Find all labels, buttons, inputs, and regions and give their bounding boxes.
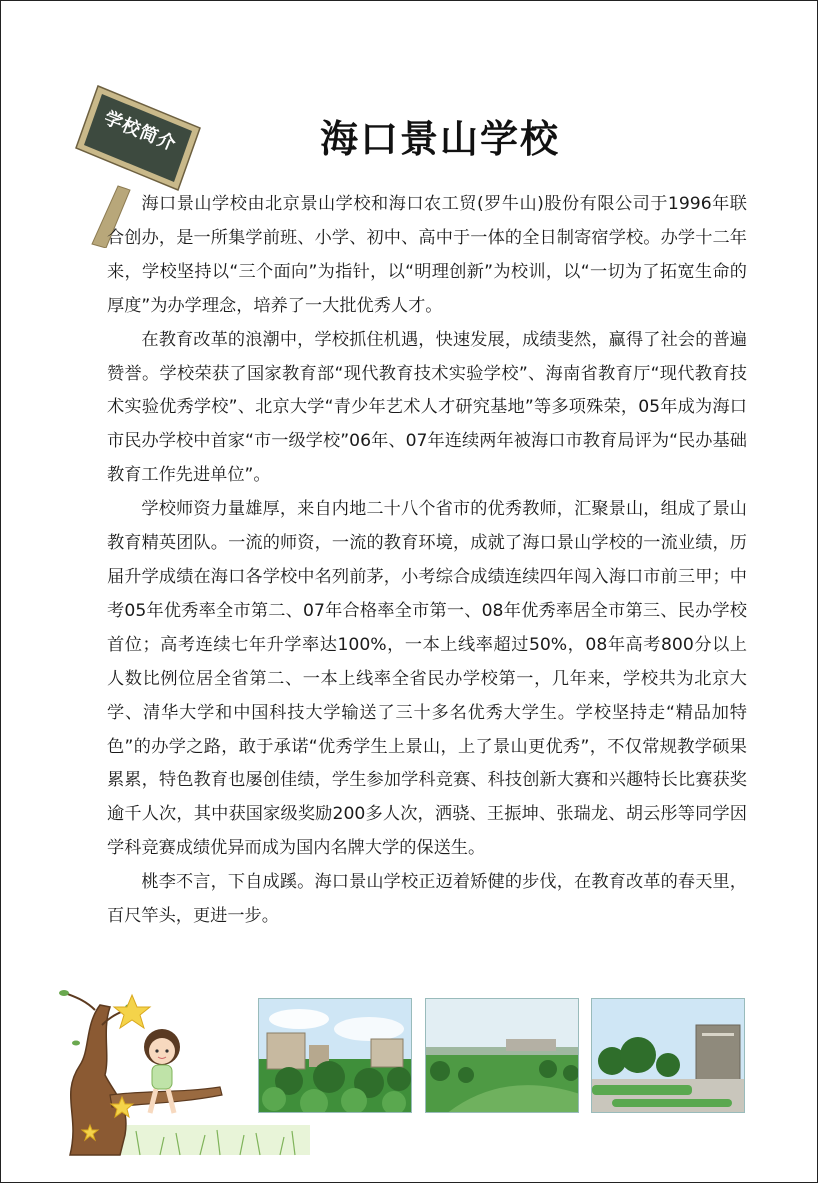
paragraph-1: 海口景山学校由北京景山学校和海口农工贸(罗牛山)股份有限公司于1996年联合创办，是一所集学前班、小学、初中、高中于一体的全日制寄宿学校。办学十二年来，学校坚持以“三个面向”为指针，以“明理创新”为校训，以“一切为了拓宽生命的厚度”为办学理念，培养了一大批优秀人才。 <box>107 194 747 316</box>
paragraph-3: 学校师资力量雄厚，来自内地二十八个省市的优秀教师，汇聚景山，组成了景山教育精英团队。一流的师资，一流的教育环境，成就了海口景山学校的一流业绩，历届升学成绩在海口各学校中名列前茅，小考综合成绩连续四年闯入海口市前三甲；中考05年优秀率全市第二、07年合格率全市第一、08年优秀率居全市第三、民办学校首位；高考连续七年升学率达100%，一本上线率超过50%，08年高考800分以上人数比例位居全省第二、一本上线率全省民办学校第一，几年来，学校共为北京大学、清华大学和中国科技大学输送了三十多名优秀大学生。学校坚持走“精品加特色”的办学之路，敢于承诺“优秀学生上景山，上了景山更优秀”，不仅常规教学硕果累累，特色教育也屡创佳绩，学生参加学科竞赛、科技创新大赛和兴趣特长比赛获奖逾千人次，其中获国家级奖励200多人次，洒骁、王振坤、张瑞龙、胡云彤等同学因学科竞赛成绩优异而成为国内名牌大学的保送生。 <box>107 499 747 859</box>
article-body <box>107 188 747 934</box>
paragraph-2: 在教育改革的浪潮中，学校抓住机遇，快速发展，成绩斐然，赢得了社会的普遍赞誉。学校荣获了国家教育部“现代教育技术实验学校”、海南省教育厅“现代教育技术实验优秀学校”、北京大学“青少年艺术人才研究基地”等多项殊荣，05年成为海口市民办学校中首家“市一级学校”06年、07年连续两年被海口市教育局评为“民办基础教育工作先进单位”。 <box>107 329 747 486</box>
sign-label: 学校简介 <box>101 107 180 156</box>
campus-gate-photo <box>591 998 745 1113</box>
campus-field-photo <box>425 998 579 1113</box>
paragraph-4: 桃李不言，下自成蹊。海口景山学校正迈着矫健的步伐，在教育改革的春天里，百尺竿头，更进一步。 <box>107 872 747 927</box>
campus-buildings-photo <box>258 998 412 1113</box>
page-title: 海口景山学校 <box>319 117 560 161</box>
